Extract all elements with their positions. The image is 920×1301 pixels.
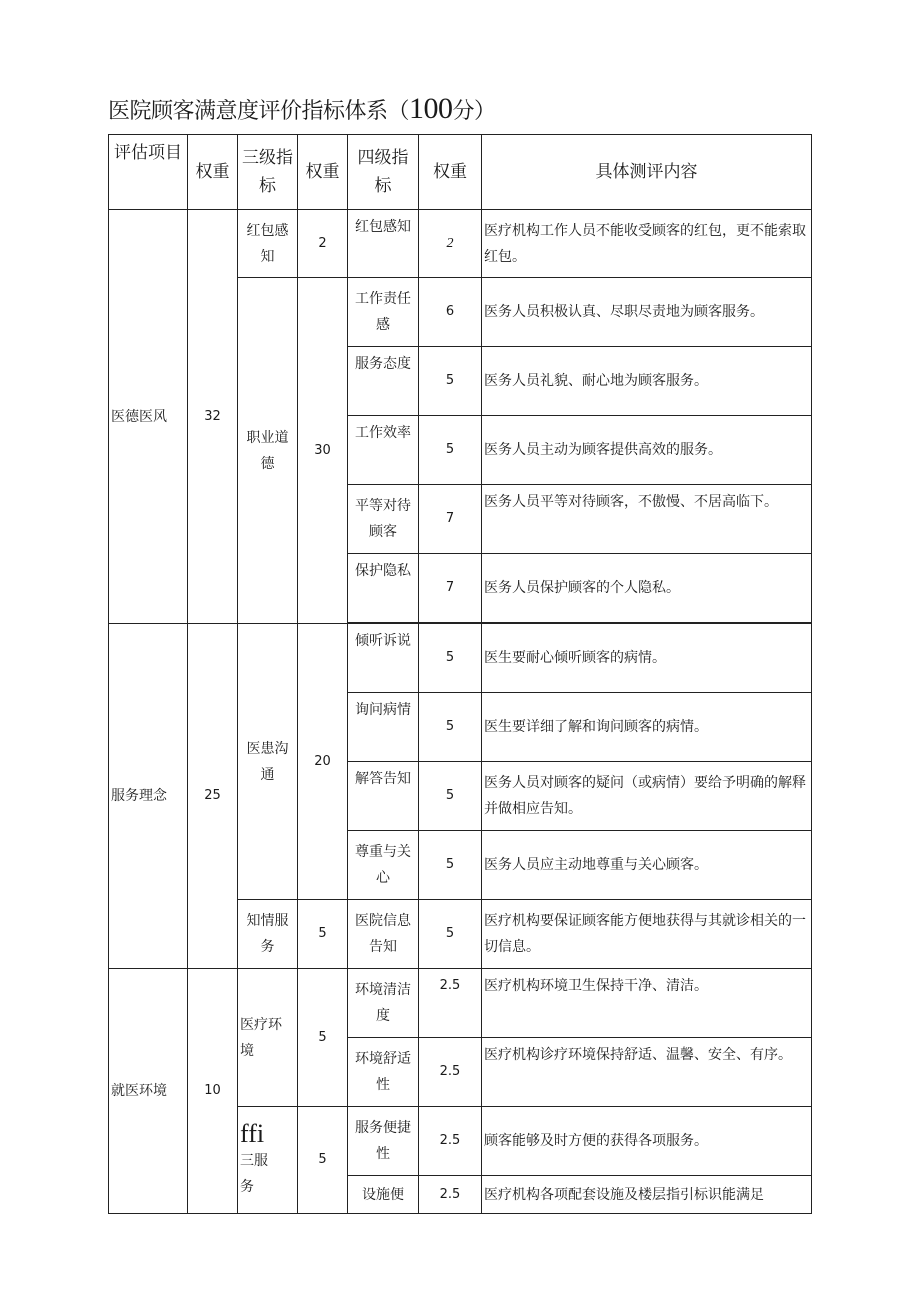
title-main: 医院顾客满意度评价指标体系 — [108, 99, 388, 124]
header-weight-3: 权重 — [419, 135, 482, 210]
level4-weight: 5 — [419, 416, 482, 485]
content: 医生要详细了解和询问顾客的病情。 — [482, 693, 812, 762]
level3-line2: 务 — [240, 1179, 254, 1195]
content: 医务人员积极认真、尽职尽责地为顾客服务。 — [482, 278, 812, 347]
level4-weight: 5 — [419, 900, 482, 969]
content: 医疗机构工作人员不能收受顾客的红包，更不能索取红包。 — [482, 210, 812, 278]
level3-name: 知情服务 — [238, 900, 298, 969]
content: 医务人员保护顾客的个人隐私。 — [482, 554, 812, 623]
header-level3: 三级指标 — [238, 135, 298, 210]
level4-weight: 2 — [419, 210, 482, 278]
page-title — [108, 92, 496, 126]
level3-name: 医患沟通 — [238, 624, 298, 900]
level4-weight: 2.5 — [419, 969, 482, 1038]
level4-name: 解答告知 — [348, 762, 419, 831]
level3-name — [238, 1107, 298, 1214]
level4-name: 医院信息告知 — [348, 900, 419, 969]
level4-name: 服务态度 — [348, 347, 419, 416]
level3-line1: 三服 — [240, 1153, 268, 1169]
level3-weight: 5 — [298, 900, 348, 969]
level4-weight: 2.5 — [419, 1107, 482, 1176]
header-weight-2: 权重 — [298, 135, 348, 210]
content: 医生要耐心倾听顾客的病情。 — [482, 624, 812, 693]
eval-item: 服务理念 — [109, 624, 188, 969]
level3-weight: 5 — [298, 969, 348, 1107]
level4-name: 设施便 — [348, 1176, 419, 1214]
content: 医疗机构各项配套设施及楼层指引标识能满足 — [482, 1176, 812, 1214]
title-score: 100 — [409, 92, 453, 125]
level4-name: 环境清洁度 — [348, 969, 419, 1038]
level3-name: 红包感知 — [238, 210, 298, 278]
level4-weight: 5 — [419, 347, 482, 416]
level4-name: 平等对待顾客 — [348, 485, 419, 554]
eval-item: 就医环境 — [109, 969, 188, 1214]
level3-weight: 30 — [298, 278, 348, 624]
eval-item: 医德医风 — [109, 210, 188, 624]
header-eval-item: 评估项目 — [109, 135, 188, 210]
content: 医务人员主动为顾客提供高效的服务。 — [482, 416, 812, 485]
level4-weight: 5 — [419, 624, 482, 693]
level4-name: 保护隐私 — [348, 554, 419, 623]
content: 医务人员对顾客的疑问（或病情）要给予明确的解释并做相应告知。 — [482, 762, 812, 831]
level4-name: 工作责任感 — [348, 278, 419, 347]
level4-name: 倾听诉说 — [348, 624, 419, 693]
level3-name: 医疗环境 — [238, 969, 298, 1107]
level4-weight: 7 — [419, 485, 482, 554]
title-paren: （ — [387, 99, 410, 124]
level4-weight: 2.5 — [419, 1176, 482, 1214]
header-row — [109, 135, 812, 210]
level4-weight: 6 — [419, 278, 482, 347]
level4-name: 服务便捷性 — [348, 1107, 419, 1176]
level3-name: 职业道德 — [238, 278, 298, 624]
content: 医务人员平等对待顾客，不傲慢、不居高临下。 — [482, 485, 812, 554]
content: 顾客能够及时方便的获得各项服务。 — [482, 1107, 812, 1176]
level4-weight: 5 — [419, 762, 482, 831]
header-weight-1: 权重 — [188, 135, 238, 210]
level3-weight: 2 — [298, 210, 348, 278]
level3-weight: 5 — [298, 1107, 348, 1214]
level4-weight: 5 — [419, 693, 482, 762]
content: 医务人员应主动地尊重与关心顾客。 — [482, 831, 812, 900]
content: 医疗机构诊疗环境保持舒适、温馨、安全、有序。 — [482, 1038, 812, 1107]
header-content: 具体测评内容 — [482, 135, 812, 210]
level4-name: 环境舒适性 — [348, 1038, 419, 1107]
level3-glyph: ffi — [240, 1119, 265, 1148]
level4-weight: 7 — [419, 554, 482, 623]
table-row — [109, 210, 812, 278]
level3-weight: 20 — [298, 624, 348, 900]
eval-weight: 25 — [188, 624, 238, 969]
indicator-table — [108, 134, 812, 1214]
content: 医疗机构环境卫生保持干净、清洁。 — [482, 969, 812, 1038]
title-unit: 分） — [452, 99, 496, 124]
level4-name: 询问病情 — [348, 693, 419, 762]
level4-weight: 2.5 — [419, 1038, 482, 1107]
level4-name: 尊重与关心 — [348, 831, 419, 900]
header-level4: 四级指标 — [348, 135, 419, 210]
content: 医疗机构要保证顾客能方便地获得与其就诊相关的一切信息。 — [482, 900, 812, 969]
eval-weight: 10 — [188, 969, 238, 1214]
level4-name: 红包感知 — [348, 210, 419, 278]
level4-weight: 5 — [419, 831, 482, 900]
table-row — [109, 624, 812, 693]
eval-weight: 32 — [188, 210, 238, 624]
content: 医务人员礼貌、耐心地为顾客服务。 — [482, 347, 812, 416]
level4-name: 工作效率 — [348, 416, 419, 485]
table-row — [109, 969, 812, 1038]
